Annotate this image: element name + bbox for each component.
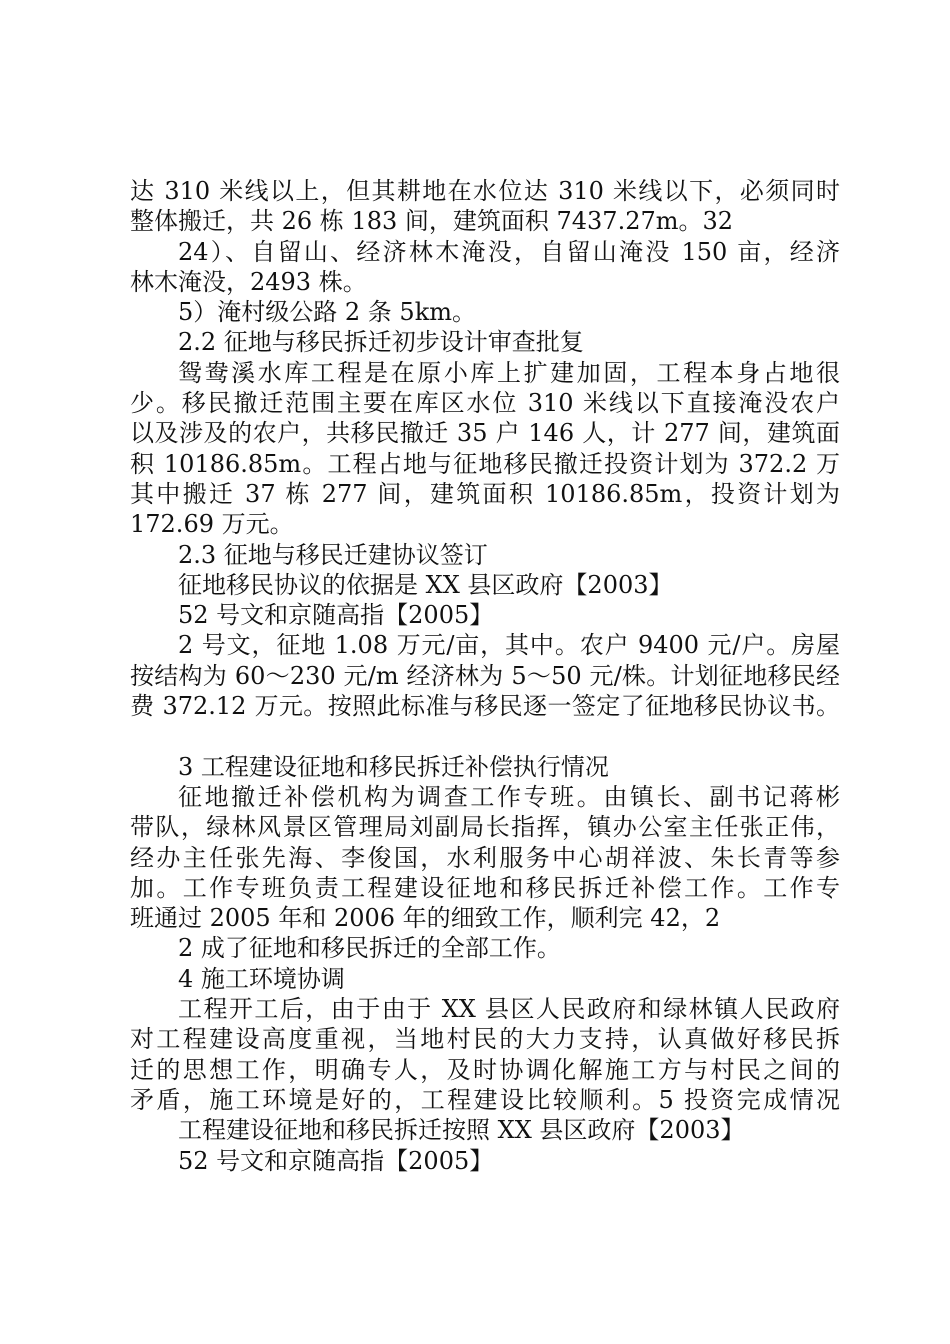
paragraph-line: 按结构为 60～230 元/m 经济林为 5～50 元/株。计划征地移民经	[130, 661, 840, 690]
list-item: 5）淹村级公路 2 条 5km。	[178, 298, 476, 327]
paragraph-line: 2 号文，征地 1.08 万元/亩，其中。农户 9400 元/户。房屋	[178, 631, 840, 660]
paragraph-line: 对工程建设高度重视，当地村民的大力支持，认真做好移民拆	[130, 1025, 840, 1054]
paragraph-line: 征地撤迁补偿机构为调查工作专班。由镇长、副书记蒋彬	[178, 782, 840, 811]
paragraph-line: 整体搬迁，共 26 栋 183 间，建筑面积 7437.27m。32	[130, 207, 734, 236]
section-heading: 2.2 征地与移民拆迁初步设计审查批复	[178, 328, 584, 357]
paragraph-line: 经办主任张先海、李俊国，水利服务中心胡祥波、朱长青等参	[130, 843, 840, 872]
paragraph-line: 费 372.12 万元。按照此标准与移民逐一签定了征地移民协议书。	[130, 692, 840, 721]
paragraph-line: 鸳鸯溪水库工程是在原小库上扩建加固，工程本身占地很	[178, 358, 840, 387]
paragraph-line: 工程建设征地和移民拆迁按照 XX 县区政府【2003】	[178, 1116, 745, 1145]
paragraph-line: 172.69 万元。	[130, 510, 294, 539]
document-body	[130, 176, 840, 1176]
blank-line	[130, 721, 840, 751]
paragraph-line: 积 10186.85m。工程占地与征地移民撤迁投资计划为 372.2 万	[130, 449, 840, 478]
paragraph-line: 矛盾，施工环境是好的，工程建设比较顺利。5 投资完成情况	[130, 1085, 840, 1114]
paragraph-line: 52 号文和京随高指【2005】	[178, 601, 494, 630]
paragraph-line: 林木淹没，2493 株。	[130, 267, 367, 296]
paragraph-line: 其中搬迁 37 栋 277 间，建筑面积 10186.85m，投资计划为	[130, 479, 840, 508]
paragraph-line: 班通过 2005 年和 2006 年的细致工作，顺利完 42，2	[130, 904, 721, 933]
paragraph-line: 加。工作专班负责工程建设征地和移民拆迁补偿工作。工作专	[130, 873, 840, 902]
paragraph-line: 迁的思想工作，明确专人，及时协调化解施工方与村民之间的	[130, 1055, 840, 1084]
paragraph-line: 以及涉及的农户，共移民撤迁 35 户 146 人，计 277 间，建筑面	[130, 419, 840, 448]
section-heading: 4 施工环境协调	[178, 964, 345, 993]
paragraph-line: 工程开工后，由于由于 XX 县区人民政府和绿林镇人民政府	[178, 995, 840, 1024]
paragraph-line: 少。移民撤迁范围主要在库区水位 310 米线以下直接淹没农户	[130, 389, 840, 418]
section-heading: 3 工程建设征地和移民拆迁补偿执行情况	[178, 752, 609, 781]
paragraph-line: 征地移民协议的依据是 XX 县区政府【2003】	[178, 570, 673, 599]
paragraph-line: 达 310 米线以上，但其耕地在水位达 310 米线以下，必须同时	[130, 177, 840, 205]
paragraph-line: 24）、自留山、经济林木淹没，自留山淹没 150 亩，经济	[178, 237, 840, 266]
paragraph-line: 2 成了征地和移民拆迁的全部工作。	[178, 934, 561, 963]
paragraph-line: 带队，绿林风景区管理局刘副局长指挥，镇办公室主任张正伟，	[130, 813, 840, 842]
paragraph-line: 52 号文和京随高指【2005】	[178, 1146, 494, 1175]
section-heading: 2.3 征地与移民迁建协议签订	[178, 540, 488, 569]
